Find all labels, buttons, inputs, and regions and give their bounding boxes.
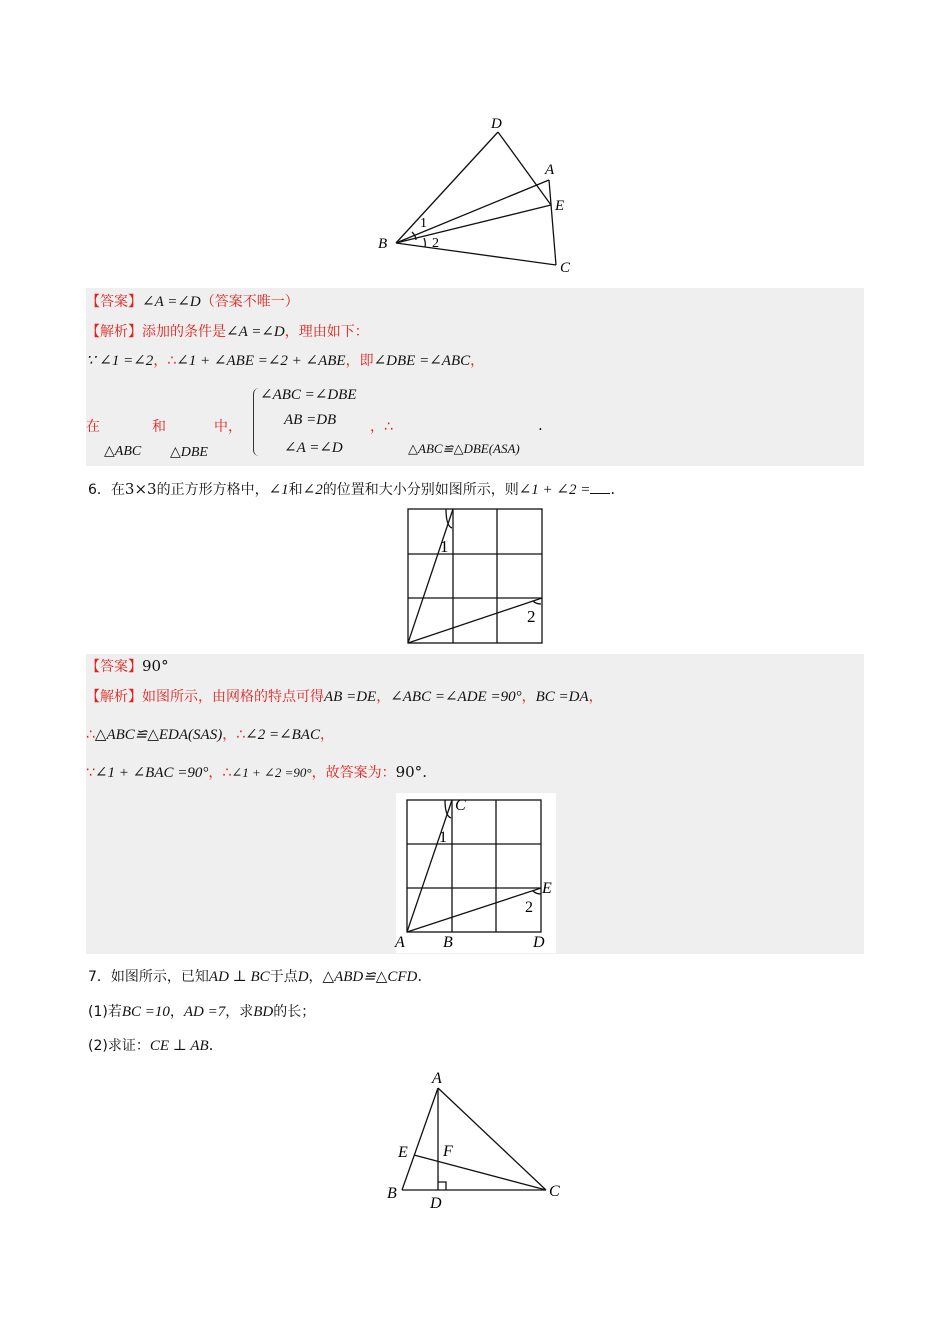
analysis-math-2: ∠ABC =∠ADE =90° xyxy=(390,689,522,705)
question-6 xyxy=(88,479,615,499)
question-7-line-1 xyxy=(88,966,422,986)
comma-end: ， xyxy=(319,727,334,743)
q7-part1-label: (1)若 xyxy=(88,1004,122,1020)
q6-grid-size: 3×3 xyxy=(124,480,157,498)
label-angle-1: 1 xyxy=(420,216,427,231)
segment-BD xyxy=(396,132,498,243)
q7-find: ，求 xyxy=(225,1004,254,1020)
analysis-line xyxy=(86,321,369,341)
therefore-sign-3: ，∴ xyxy=(208,765,232,781)
label-2: 2 xyxy=(525,899,533,916)
comma-2: ， xyxy=(521,689,536,705)
label-C: C xyxy=(560,260,571,276)
grid-label-1: 1 xyxy=(440,537,449,556)
q7-bd: BD xyxy=(253,1004,274,1020)
label-D: D xyxy=(430,1195,442,1212)
answer-box-q5 xyxy=(86,288,864,466)
angle-equality: ∠2 =∠BAC xyxy=(245,727,320,743)
reason-line xyxy=(86,350,484,370)
equal-angles-math: ∠DBE =∠ABC xyxy=(373,353,471,369)
diagonal-2 xyxy=(408,598,542,643)
answer-math: ∠A =∠D xyxy=(142,294,201,310)
label-D: D xyxy=(533,934,545,951)
q6-text-1: 的正方形方格中， xyxy=(156,482,269,498)
zhong-text: 中， xyxy=(214,419,242,435)
q6-sum: ∠1 + ∠2 = xyxy=(518,482,591,498)
q7-point-d: D xyxy=(297,969,309,985)
q6-number: 6．在 xyxy=(88,482,125,498)
label-angle-2: 2 xyxy=(432,236,439,251)
label-A: A xyxy=(395,934,405,951)
comma: ， xyxy=(345,353,360,369)
q7-congruence: △ABD≌△CFD xyxy=(322,969,418,985)
angle-2-arc xyxy=(533,601,541,604)
q6-angle-2: ∠2 xyxy=(302,482,323,498)
therefore-sign-2: ，∴ xyxy=(370,419,393,435)
q6-answer-blank xyxy=(590,479,610,494)
system-brace xyxy=(253,388,260,456)
triangle-dbe: △DBE xyxy=(170,445,208,460)
comma-1: ， xyxy=(376,689,391,705)
q6-and: 和 xyxy=(288,482,303,498)
segment-BC xyxy=(396,243,556,265)
segment-AC xyxy=(549,180,556,265)
q6-period: . xyxy=(610,480,616,498)
analysis-math-1: AB =DE xyxy=(324,689,377,705)
triangle-abc: △ABC xyxy=(104,444,142,459)
analysis-tag: 【解析】 xyxy=(86,689,142,705)
q7-length-text: 的长； xyxy=(273,1004,316,1020)
system-eq-3: ∠A =∠D xyxy=(284,440,343,456)
period: . xyxy=(538,416,543,434)
answer-tag: 【答案】 xyxy=(86,294,142,310)
conclusion-line xyxy=(86,762,427,782)
q6-angle-1: ∠1 xyxy=(268,482,289,498)
answer-lead: ，故答案为： xyxy=(311,765,396,781)
question-7-part-2 xyxy=(88,1035,213,1055)
sum-result: ∠1 + ∠2 =90° xyxy=(231,765,312,780)
therefore-sign: ∴ xyxy=(86,727,95,743)
and-text: 和 xyxy=(152,419,166,435)
question-7-part-1 xyxy=(88,1001,315,1021)
label-C: C xyxy=(549,1183,560,1200)
analysis-tail: ，理由如下： xyxy=(284,324,369,340)
label-C: C xyxy=(455,797,466,814)
therefore-sign-2: ，∴ xyxy=(222,727,246,743)
label-A: A xyxy=(432,1070,442,1087)
figure-triangle-q7 xyxy=(380,1065,570,1215)
analysis-tag: 【解析】 xyxy=(86,324,142,340)
segment-EC xyxy=(414,1155,546,1190)
label-F: F xyxy=(443,1143,453,1160)
q7-period: . xyxy=(417,967,423,985)
label-B: B xyxy=(387,1185,397,1202)
comma-3: ， xyxy=(588,689,603,705)
grid-label-2: 2 xyxy=(527,607,536,626)
right-angle-mark xyxy=(438,1182,446,1190)
q7-bc-value: BC =10 xyxy=(121,1004,170,1020)
figure-triangles-1 xyxy=(370,110,580,280)
final-answer: 90° xyxy=(395,763,423,781)
q7-ad-value: AD =7 xyxy=(183,1004,226,1020)
analysis-line xyxy=(86,686,603,706)
q6-text-2: 的位置和大小分别如图所示，则 xyxy=(322,482,519,498)
angle-2-arc xyxy=(424,238,425,247)
label-D: D xyxy=(491,116,502,132)
ji-text: 即 xyxy=(359,353,374,369)
comma-end: ， xyxy=(470,353,485,369)
q7-part1-comma: ， xyxy=(169,1004,184,1020)
q7-part2-label: (2)求证： xyxy=(88,1038,150,1054)
therefore-sign: ，∴ xyxy=(153,353,177,369)
congruence-conclusion: △ABC≌△DBE(ASA) xyxy=(408,441,520,456)
system-eq-2: AB =DB xyxy=(284,412,337,428)
right-angle-sum: ∠1 + ∠BAC =90° xyxy=(94,765,209,781)
analysis-math-3: BC =DA xyxy=(535,689,589,705)
analysis-text: 如图所示，由网格的特点可得 xyxy=(142,689,324,705)
label-1: 1 xyxy=(439,829,447,846)
diagonal-1 xyxy=(408,509,453,643)
q7-ce-perp-ab: CE ⊥ AB xyxy=(149,1038,209,1054)
answer-line xyxy=(86,291,299,311)
system-eq-1: ∠ABC =∠DBE xyxy=(260,387,357,403)
label-B: B xyxy=(443,934,453,951)
label-E: E xyxy=(542,880,552,897)
q7-text: 7．如图所示，已知 xyxy=(88,969,209,985)
congruence-math: △ABC≌△EDA(SAS) xyxy=(94,727,223,743)
because-sign: ∵ xyxy=(86,765,95,781)
figure-grid-labeled xyxy=(396,793,556,953)
label-B: B xyxy=(378,236,388,252)
period: . xyxy=(422,763,427,781)
segment-AB xyxy=(402,1088,438,1190)
label-E: E xyxy=(555,198,565,214)
answer-tag: 【答案】 xyxy=(86,659,142,675)
figure-grid-q6 xyxy=(400,502,550,652)
segment-AC xyxy=(438,1088,546,1190)
label-E: E xyxy=(398,1144,408,1161)
analysis-math: ∠A =∠D xyxy=(226,324,285,340)
answer-note: （答案不唯一） xyxy=(200,294,299,310)
answer-line xyxy=(86,656,169,676)
congruence-line xyxy=(86,724,334,744)
analysis-text: 添加的条件是 xyxy=(142,324,226,340)
label-A: A xyxy=(545,162,555,178)
q7-comma: ， xyxy=(308,969,323,985)
in-text: 在 xyxy=(86,419,100,435)
sum-math: ∠1 + ∠ABE =∠2 + ∠ABE xyxy=(176,353,346,369)
q7-part2-period: . xyxy=(208,1036,214,1054)
q7-perpendicular: AD ⊥ BC xyxy=(208,969,270,985)
q7-at-point: 于点 xyxy=(269,969,298,985)
because-math: ∵ ∠1 =∠2 xyxy=(86,353,154,369)
answer-value: 90° xyxy=(142,657,169,675)
segment-DE xyxy=(498,132,551,205)
